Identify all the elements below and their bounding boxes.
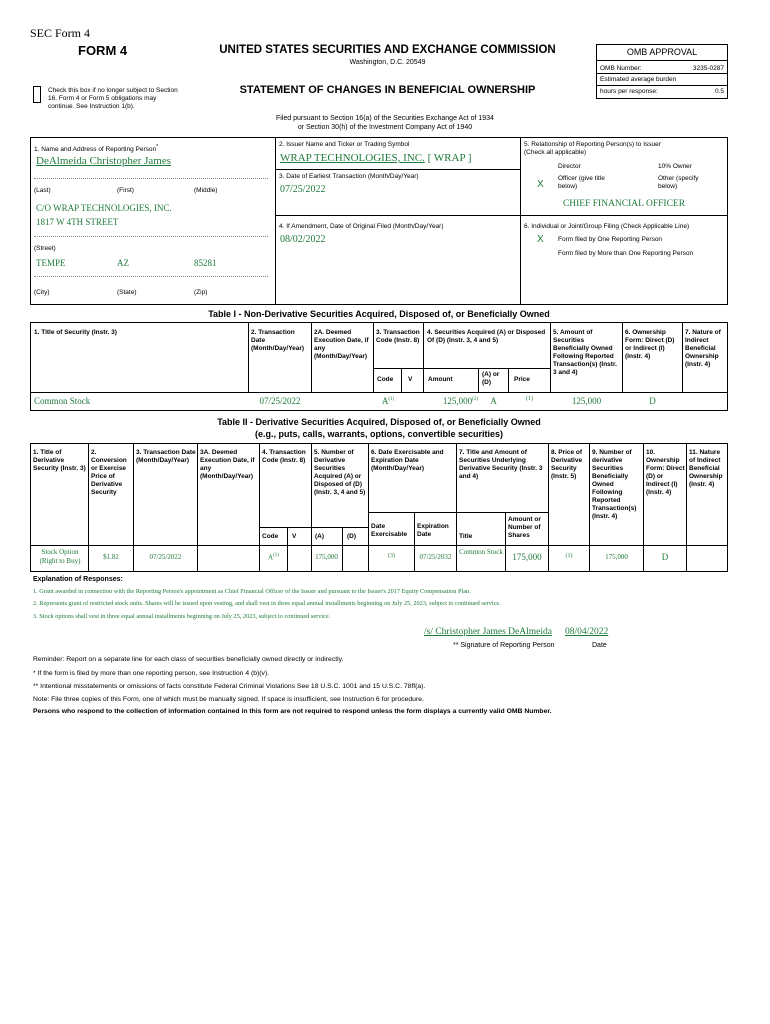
box2-label: 2. Issuer Name and Ticker or Trading Symbol (279, 141, 410, 148)
address-line-1: C/O WRAP TECHNOLOGIES, INC. (36, 203, 172, 213)
city-value: TEMPE (36, 258, 66, 268)
table2-title: Table II - Derivative Securities Acquired, Disposed of, or Beneficially Owned (217, 417, 541, 427)
t1-h4: 4. Securities Acquired (A) or Disposed Of (D) (Instr. 3, 4 and 5) (427, 329, 546, 344)
t1-v: V (408, 376, 413, 383)
footer-note-2: ** Intentional misstatements or omissions of facts constitute Federal Criminal Violations See 18 U.S.C. 1001 and 15 U.S.C. 78ff(a). (33, 683, 426, 690)
check-box-text: Check this box if no longer subject to Section 16. Form 4 or Form 5 obligations may continue. See Instruction 1(b). (48, 87, 178, 110)
table2-subtitle: (e.g., puts, calls, warrants, options, convertible securities) (254, 429, 504, 439)
reporting-person-name: DeAlmeida Christopher James (36, 155, 172, 167)
one-person-check-mark[interactable]: X (537, 234, 544, 245)
table1-title: Table I - Non-Derivative Securities Acquired, Disposed of, or Beneficially Owned (208, 309, 550, 319)
t2-h3a: 3A. Deemed Execution Date, if any (Month/Day/Year) (200, 449, 255, 480)
t2-h11: 11. Nature of Indirect Beneficial Ownership (Instr. 4) (689, 449, 723, 488)
t2-h6: 6. Date Exercisable and Expiration Date (Month/Day/Year) (371, 449, 444, 472)
t2-h3: 3. Transaction Date (Month/Day/Year) (136, 449, 196, 464)
t1-form: D (649, 396, 656, 406)
t1-code: Code (377, 376, 394, 383)
omb-number: 3235-0287 (692, 65, 724, 72)
t2-price8-value: (1) (565, 553, 573, 559)
t2-h1: 1. Title of Derivative Security (Instr. 3) (33, 449, 86, 472)
officer-title: CHIEF FINANCIAL OFFICER (562, 199, 686, 209)
t2-price: $1.82 (103, 553, 119, 561)
issuer-name: WRAP TECHNOLOGIES, INC. [ WRAP ] (280, 152, 472, 164)
footer-note-1: * If the form is filed by more than one reporting person, see Instruction 4 (b)(v). (33, 670, 270, 677)
box5-label-2: (Check all applicable) (524, 149, 587, 156)
t1-amount: Amount (428, 376, 453, 383)
filed-line-2: or Section 30(h) of the Investment Company Act of 1940 (297, 124, 473, 131)
t2-amount-col: Amount or Number of Shares (508, 516, 541, 539)
form-title: FORM 4 (78, 43, 128, 58)
zip-label: (Zip) (194, 289, 208, 296)
commission-title: UNITED STATES SECURITIES AND EXCHANGE COMMISSION (219, 44, 556, 56)
t1-owned: 125,000 (571, 396, 602, 406)
t2-h2: 2. Conversion or Exercise Price of Derivative Security (91, 449, 127, 496)
box1-label: 1. Name and Address of Reporting Person* (34, 144, 159, 154)
omb-hours-label: hours per response: (600, 88, 658, 95)
filed-line-1: Filed pursuant to Section 16(a) of the Securities Exchange Act of 1934 (276, 115, 494, 122)
t2-d: (D) (347, 533, 357, 540)
t2-date-ex-value: (3) (388, 553, 395, 559)
t1-h6: 6. Ownership Form: Direct (D) or Indirect (I) (Instr. 4) (625, 329, 675, 360)
t1-price: Price (514, 376, 530, 383)
more-person-label: Form filed by More than One Reporting Person (558, 250, 694, 257)
director-label: Director (558, 163, 581, 170)
t2-title-col: Title (459, 533, 473, 540)
t1-h2a: 2A. Deemed Execution Date, if any (Month/Day/Year) (314, 329, 369, 360)
t2-date-exercisable: Date Exercisable (371, 523, 408, 538)
t1-h1: 1. Title of Security (Instr. 3) (34, 329, 117, 336)
t1-h3: 3. Transaction Code (Instr. 8) (376, 329, 420, 344)
street-label: (Street) (34, 245, 56, 252)
t2-date: 07/25/2022 (149, 553, 182, 561)
t2-shares-value: 175,000 (512, 552, 542, 562)
address-line-2: 1817 W 4TH STREET (36, 217, 119, 227)
t2-h7: 7. Title and Amount of Securities Underlying Derivative Security (Instr. 3 and 4) (459, 449, 543, 480)
footer-note-4: Persons who respond to the collection of information contained in this form are not required to respond unless the form displays a currently valid OMB Number. (33, 708, 552, 715)
one-person-label: Form filed by One Reporting Person (558, 236, 663, 243)
t1-amount-value: 125,000$^{(2)}$ (442, 396, 478, 406)
t2-title-value: Common Stock (459, 548, 503, 556)
t2-form-value: D (661, 552, 669, 562)
box3-label: 3. Date of Earliest Transaction (Month/Day/Year) (279, 173, 419, 180)
officer-check-mark[interactable]: X (537, 179, 544, 190)
city-label: (City) (34, 289, 50, 296)
last-label: (Last) (34, 187, 51, 194)
t1-h7: 7. Nature of Indirect Beneficial Ownership (Instr. 4) (685, 329, 721, 368)
t1-h2: 2. Transaction Date (Month/Day/Year) (251, 329, 305, 352)
box6-label: 6. Individual or Joint/Group Filing (Check Applicable Line) (524, 223, 690, 230)
statement-title: STATEMENT OF CHANGES IN BENEFICIAL OWNERSHIP (239, 84, 536, 96)
other-label: Other (specify below) (658, 175, 699, 190)
t1-aord: (A) or (D) (482, 371, 500, 386)
omb-title: OMB APPROVAL (597, 45, 727, 61)
signature-date: 08/04/2022 (565, 627, 609, 637)
middle-label: (Middle) (194, 187, 218, 194)
amendment-date: 08/02/2022 (280, 234, 326, 245)
t2-exp-value: 07/25/2032 (419, 553, 452, 561)
t2-owned-value: 175,000 (605, 553, 628, 561)
box4-label: 4. If Amendment, Date of Original Filed (Month/Day/Year) (279, 223, 444, 230)
footer-reminder: Reminder: Report on a separate line for each class of securities beneficially owned directly or indirectly. (33, 656, 344, 663)
commission-city: Washington, D.C. 20549 (349, 59, 426, 66)
omb-number-label: OMB Number: (600, 65, 642, 72)
t2-a-value: 175,000 (315, 553, 338, 561)
t2-h9: 9. Number of derivative Securities Beneficially Owned Following Reported Transaction(s) (Instr. 4) (592, 449, 637, 520)
earliest-transaction-date: 07/25/2022 (280, 184, 326, 195)
t2-h5: 5. Number of Derivative Securities Acquired (A) or Disposed of (D) (Instr. 3, 4 and 5) (314, 449, 366, 496)
t2-h10: 10. Ownership Form: Direct (D) or Indirect (I) (Instr. 4) (646, 449, 685, 496)
omb-burden-label: Estimated average burden (600, 76, 677, 83)
zip-value: 85281 (194, 258, 217, 268)
t2-v: V (292, 533, 297, 540)
omb-hours: 0.5 (714, 88, 724, 95)
t1-h5: 5. Amount of Securities Beneficially Owned Following Reported Transaction(s) (Instr. 3 and 4) (553, 329, 617, 376)
no-longer-subject-checkbox[interactable] (33, 86, 41, 103)
explanation-label: Explanation of Responses: (33, 576, 123, 583)
doc-label: SEC Form 4 (30, 26, 91, 40)
t2-expiration: Expiration Date (417, 523, 449, 538)
t2-h4: 4. Transaction Code (Instr. 8) (262, 449, 306, 464)
first-label: (First) (117, 187, 134, 194)
omb-approval-box (596, 44, 728, 99)
signature-name: /s/ Christopher James DeAlmeida (424, 627, 552, 637)
state-label: (State) (117, 289, 137, 296)
t2-code: Code (262, 533, 279, 540)
box5-label-1: 5. Relationship of Reporting Person(s) to Issuer (524, 141, 661, 148)
t2-security: Stock Option (Right to Buy) (39, 548, 81, 565)
t1-price-value: (1) (526, 396, 533, 402)
ten-percent-owner-label: 10% Owner (658, 163, 692, 170)
officer-label: Officer (give title below) (558, 175, 605, 190)
signature-label: ** Signature of Reporting Person (453, 642, 555, 649)
state-value: AZ (117, 258, 129, 268)
footer-note-3: Note: File three copies of this Form, one of which must be manually signed. If space is insufficient, see Instruction 6 for procedure. (33, 696, 424, 703)
t2-code-value: $A^{(1)}$ (268, 553, 279, 562)
t2-a: (A) (315, 533, 325, 540)
explanation-3: 3. Stock options shall vest in three equal annual installments beginning on July 25, 2023, subject to continued service. (33, 613, 331, 620)
explanation-1: 1. Grant awarded in connection with the Reporting Person's appointment as Chief Financial Officer of the Issuer and pursuant to the Issuer's 2017 Equity Compensation Plan. (33, 588, 471, 595)
t1-date: 07/25/2022 (259, 396, 301, 406)
t1-aord-value: A (490, 396, 497, 406)
t1-security: Common Stock (34, 396, 91, 406)
t2-h8: 8. Price of Derivative Security (Instr. 5) (551, 449, 583, 480)
date-label: Date (592, 642, 607, 649)
explanation-2: 2. Represents grant of restricted stock units. Shares will be issued upon vesting, and shall vest in three equal annual installments beginning on July 25, 2023, subject to continued service. (33, 600, 501, 607)
t1-code-value: $A^{(1)}$ (381, 396, 395, 406)
